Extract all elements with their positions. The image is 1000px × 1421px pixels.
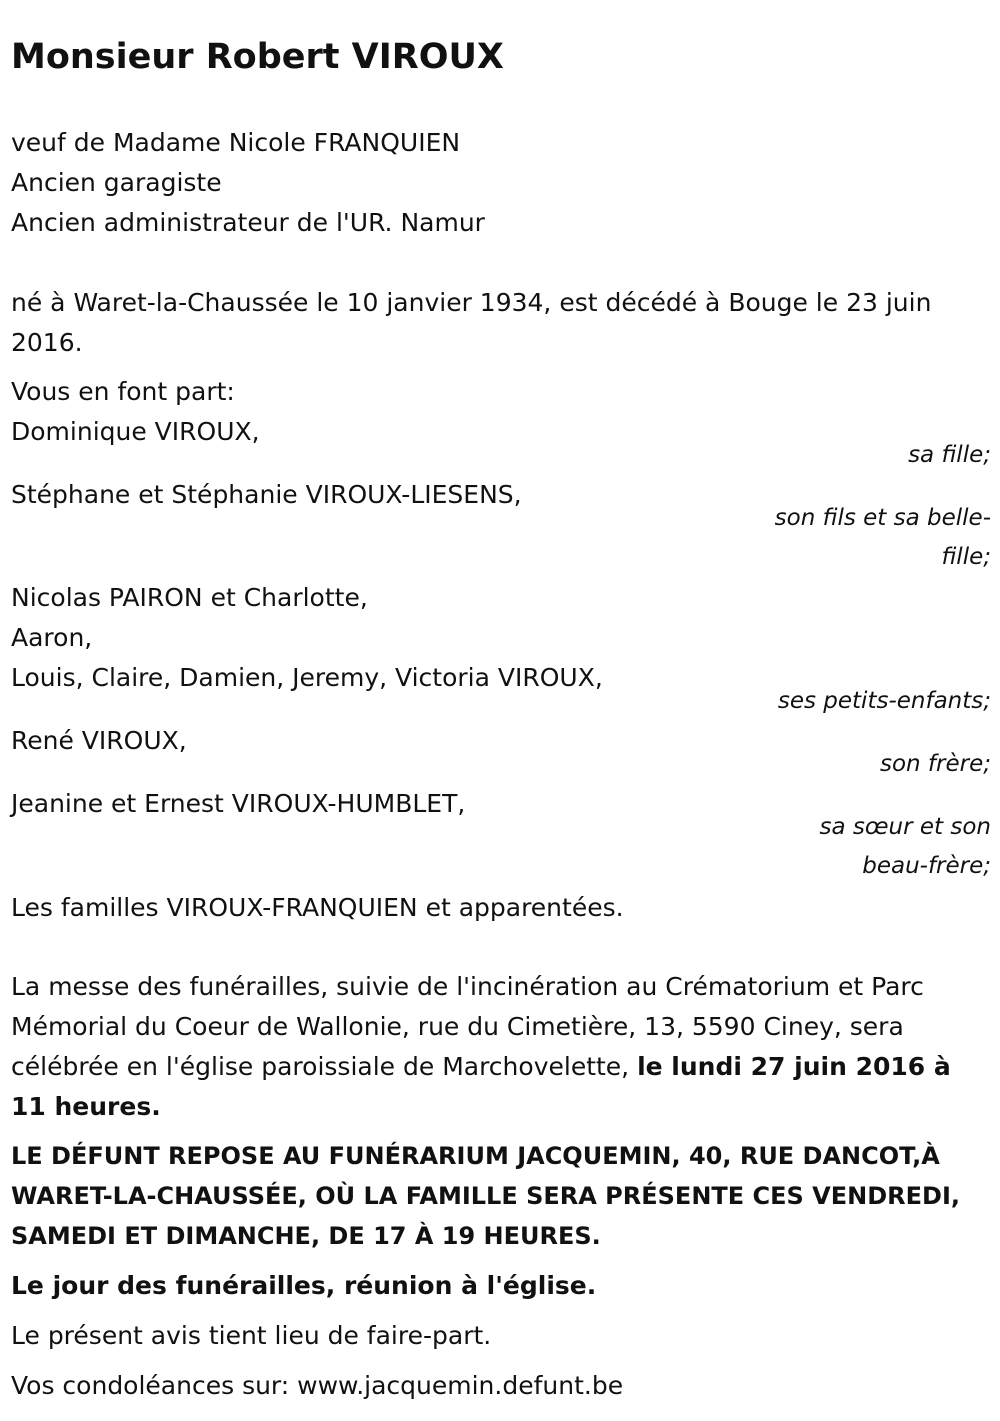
church-meeting-notice: Le jour des funérailles, réunion à l'église.	[11, 1271, 597, 1300]
birth-death-paragraph: né à Waret-la-Chaussée le 10 janvier 1934, est décédé à Bouge le 23 juin 2016.	[11, 288, 932, 357]
deceased-name-title: Monsieur Robert VIROUX	[11, 37, 504, 77]
profession-line: Ancien garagiste	[11, 168, 222, 197]
son-role-line-1: son fils et sa belle-	[774, 505, 991, 531]
grandchild-line-2: Aaron,	[11, 623, 93, 652]
grandchild-line-1: Nicolas PAIRON et Charlotte,	[11, 583, 368, 612]
brother-name: René VIROUX,	[11, 726, 187, 755]
funerarium-notice: LE DÉFUNT REPOSE AU FUNÉRARIUM JACQUEMIN, 40, RUE DANCOT,À WARET-LA-CHAUSSÉE, OÙ LA FAMILLE SERA PRÉSENTE CES VENDREDI, SAMEDI ET DIMANCHE, DE 17 À 19 HEURES.	[11, 1142, 960, 1250]
daughter-name: Dominique VIROUX,	[11, 417, 260, 446]
son-role-line-2: fille;	[941, 544, 991, 570]
widow-of-line: veuf de Madame Nicole FRANQUIEN	[11, 128, 461, 157]
son-names: Stéphane et Stéphanie VIROUX-LIESENS,	[11, 480, 522, 509]
related-families: Les familles VIROUX-FRANQUIEN et apparentées.	[11, 893, 624, 922]
sister-names: Jeanine et Ernest VIROUX-HUMBLET,	[11, 789, 466, 818]
funeral-mass-text: La messe des funérailles, suivie de l'incinération au Crématorium et Parc Mémorial du Coeur de Wallonie, rue du Cimetière, 13, 5590 Ciney, sera célébrée en l'église paroissiale de Marchovelette,	[11, 972, 924, 1081]
announce-label: Vous en font part:	[11, 377, 235, 406]
funeral-mass-paragraph	[11, 967, 986, 1127]
sister-role-line-2: beau-frère;	[862, 853, 991, 879]
brother-role: son frère;	[879, 751, 991, 777]
grandchild-line-3: Louis, Claire, Damien, Jeremy, Victoria VIROUX,	[11, 663, 603, 692]
administrator-line: Ancien administrateur de l'UR. Namur	[11, 208, 485, 237]
funeral-date: le lundi 27 juin 2016 à 11 heures.	[11, 1052, 951, 1121]
daughter-role: sa fille;	[908, 442, 991, 468]
grandchildren-role: ses petits-enfants;	[777, 688, 991, 714]
condolences-website: Vos condoléances sur: www.jacquemin.defunt.be	[11, 1371, 624, 1400]
notice-statement: Le présent avis tient lieu de faire-part.	[11, 1321, 492, 1350]
sister-role-line-1: sa sœur et son	[819, 814, 991, 840]
